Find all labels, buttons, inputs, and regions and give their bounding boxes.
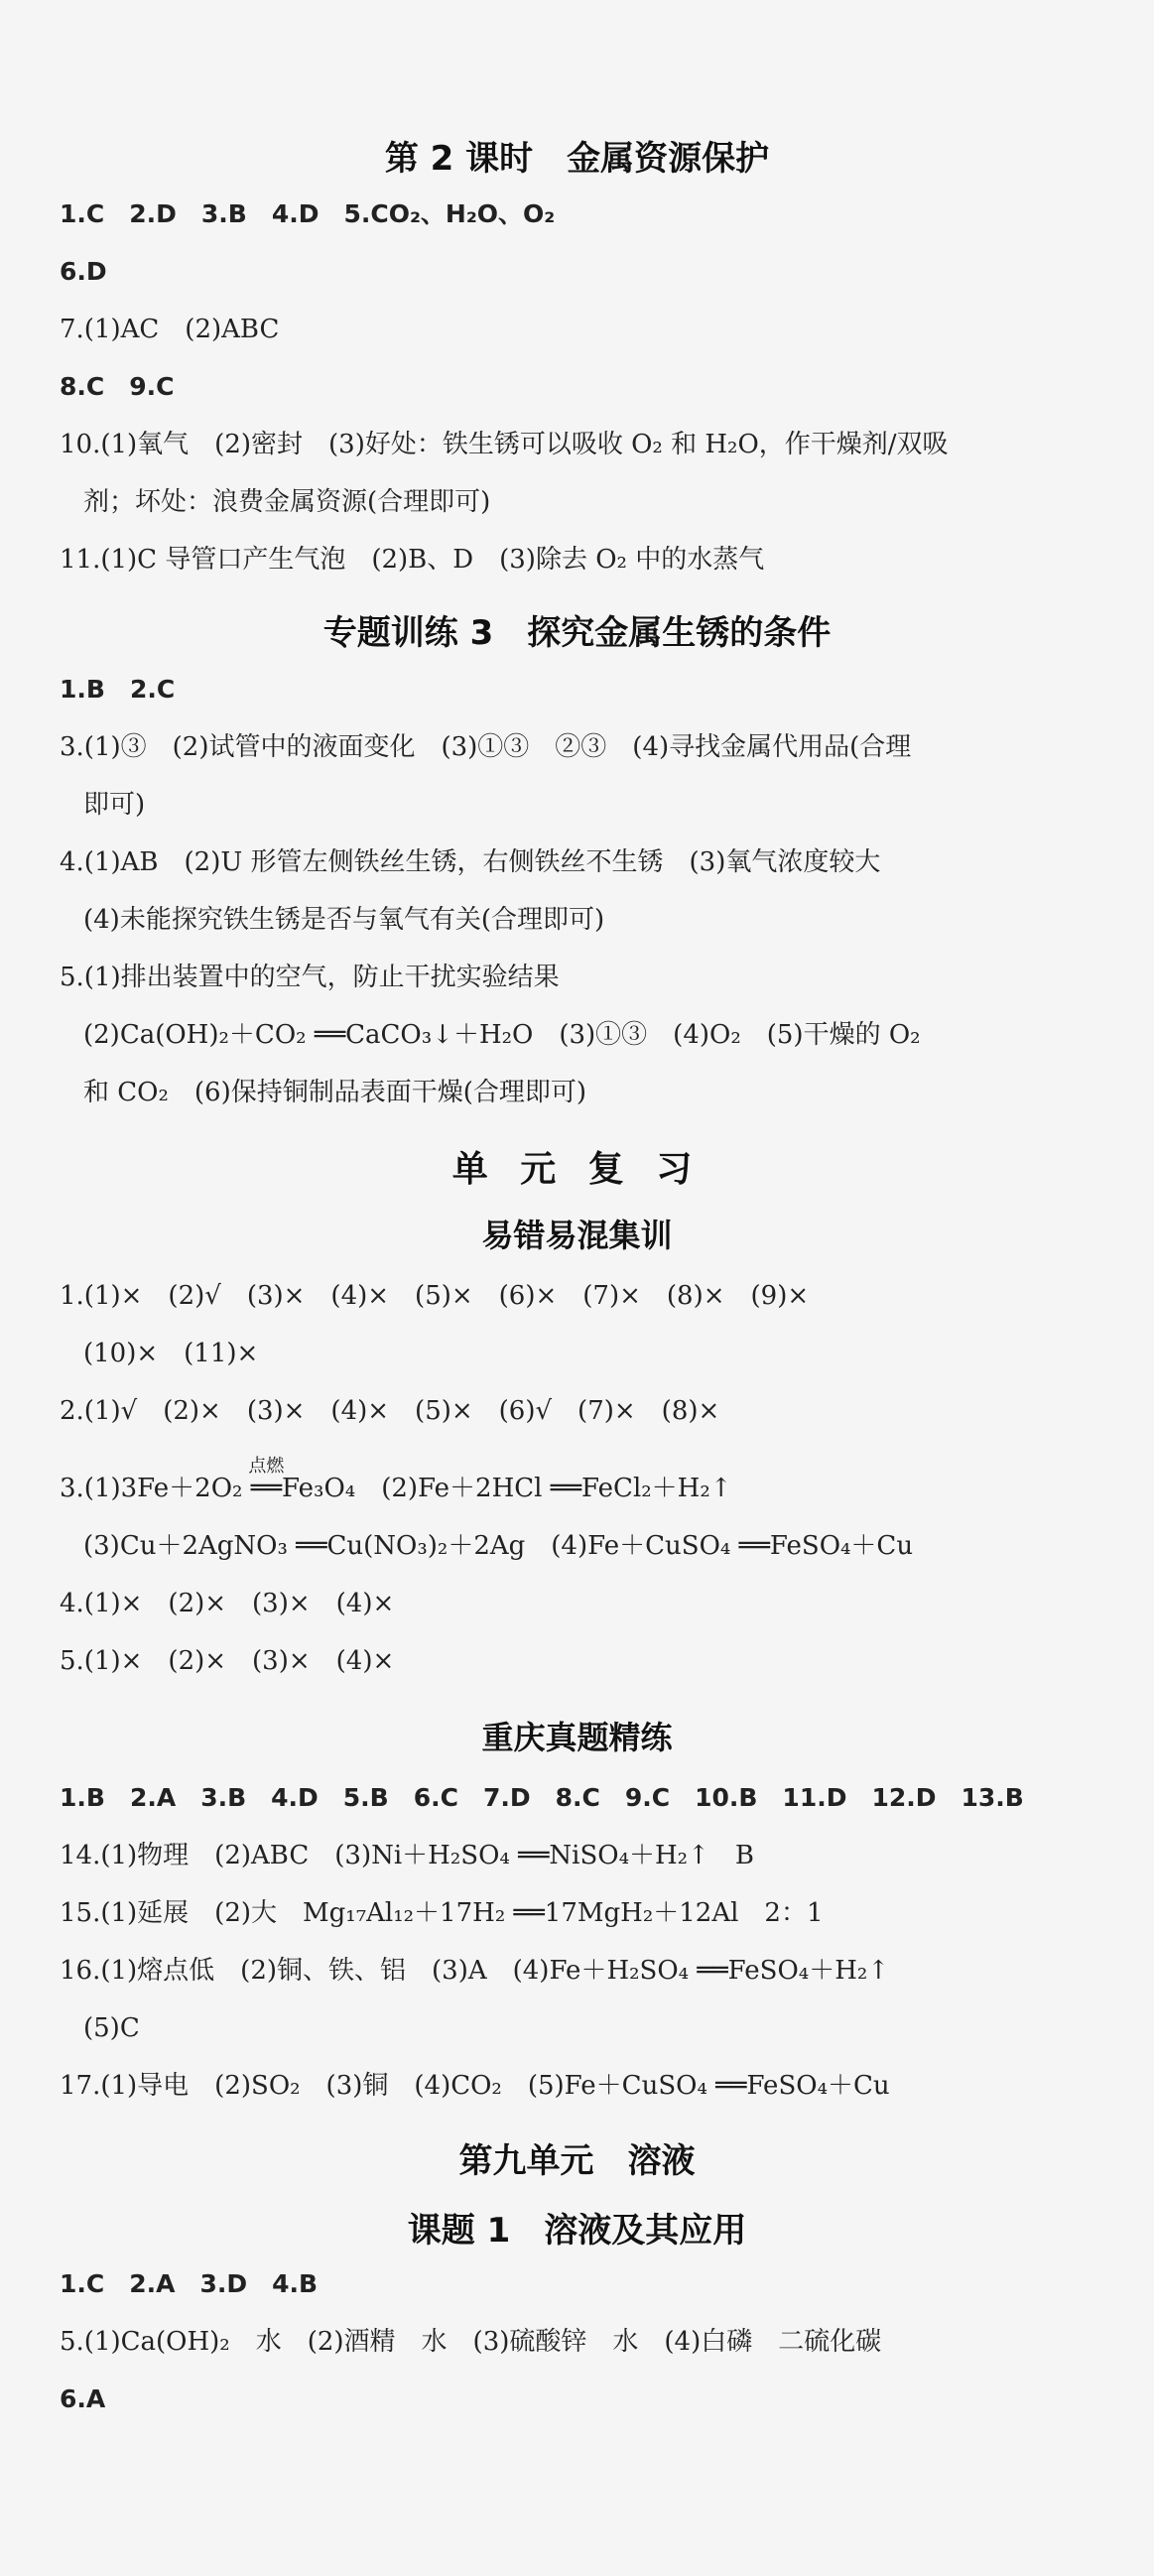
answer-line-7: 7.(1)AC (2)ABC xyxy=(60,315,280,344)
reaction-equals: ══ xyxy=(250,1474,283,1503)
answer-line-u9-1: 1.C 2.A 3.D 4.B xyxy=(60,2269,319,2298)
answer-line-r2: 2.(1)√ (2)× (3)× (4)× (5)× (6)√ (7)× (8)× xyxy=(60,1396,720,1426)
answer-line-r3-cont: (3)Cu＋2AgNO₃ ══Cu(NO₃)₂＋2Ag (4)Fe＋CuSO₄ ══FeSO₄＋Cu xyxy=(83,1531,914,1561)
section-title-unit-review: 单 元 复 习 xyxy=(451,1149,703,1190)
subsection-title-error-training: 易错易混集训 xyxy=(481,1217,673,1254)
answer-line-u9-6: 6.A xyxy=(60,2384,106,2413)
answer-line-1: 1.C 2.D 3.B 4.D 5.CO₂、H₂O、O₂ xyxy=(60,199,556,228)
answer-line-cq-16: 16.(1)熔点低 (2)铜、铁、铝 (3)A (4)Fe＋H₂SO₄ ══FeSO₄＋H₂↑ xyxy=(60,1956,890,1986)
answer-line-r1: 1.(1)× (2)√ (3)× (4)× (5)× (6)× (7)× (8)× (9)× xyxy=(60,1281,810,1311)
answer-line-s2-4: 4.(1)AB (2)U 形管左侧铁丝生锈，右侧铁丝不生锈 (3)氧气浓度较大 xyxy=(60,847,881,877)
answer-line-8-9: 8.C 9.C xyxy=(60,372,175,401)
subsection-title-chongqing-exam: 重庆真题精练 xyxy=(481,1719,673,1756)
answer-line-6: 6.D xyxy=(60,257,107,286)
answer-line-s2-5: 5.(1)排出装置中的空气，防止干扰实验结果 xyxy=(60,963,560,992)
answer-line-cq-14: 14.(1)物理 (2)ABC (3)Ni＋H₂SO₄ ══NiSO₄＋H₂↑ B xyxy=(60,1841,754,1870)
answer-line-10-cont: 剂；坏处：浪费金属资源(合理即可) xyxy=(83,487,491,517)
answer-line-r3 xyxy=(60,1456,732,1508)
section-title-unit-9-solution: 第九单元 溶液 xyxy=(458,2141,696,2181)
answer-line-r4: 4.(1)× (2)× (3)× (4)× xyxy=(60,1589,395,1618)
answer-line-s2-5-cont: 和 CO₂ (6)保持铜制品表面干燥(合理即可) xyxy=(83,1078,587,1107)
answer-line-s2-3-cont: 即可) xyxy=(83,790,146,820)
reaction-arrow-with-condition xyxy=(248,1456,285,1508)
section-title-rust-conditions: 专题训练 3 探究金属生锈的条件 xyxy=(322,613,832,653)
answer-line-cq-17: 17.(1)导电 (2)SO₂ (3)铜 (4)CO₂ (5)Fe＋CuSO₄ ══FeSO₄＋Cu xyxy=(60,2071,890,2101)
section-title-metal-resource-protection: 第 2 课时 金属资源保护 xyxy=(384,139,770,179)
equation-start: 3.(1)3Fe＋2O₂ xyxy=(60,1474,251,1503)
answer-line-s2-3: 3.(1)③ (2)试管中的液面变化 (3)①③ ②③ (4)寻找金属代用品(合理 xyxy=(60,732,912,762)
answer-line-cq-15: 15.(1)延展 (2)大 Mg₁₇Al₁₂＋17H₂ ══17MgH₂＋12Al 2：1 xyxy=(60,1898,824,1928)
answer-line-10: 10.(1)氧气 (2)密封 (3)好处：铁生锈可以吸收 O₂ 和 H₂O，作干燥剂/双吸 xyxy=(60,430,949,459)
answer-line-s2-1: 1.B 2.C xyxy=(60,675,176,704)
answer-line-s2-4-cont: (4)未能探究铁生锈是否与氧气有关(合理即可) xyxy=(83,905,605,935)
equation-rest: Fe₃O₄ (2)Fe＋2HCl ══FeCl₂＋H₂↑ xyxy=(282,1474,732,1503)
answer-line-r1-cont: (10)× (11)× xyxy=(83,1339,259,1368)
answer-line-s2-5-eq: (2)Ca(OH)₂＋CO₂ ══CaCO₃↓＋H₂O (3)①③ (4)O₂ (5)干燥的 O₂ xyxy=(83,1020,921,1050)
reaction-condition: 点燃 xyxy=(248,1456,285,1477)
answer-line-cq-16-cont: (5)C xyxy=(83,2013,140,2043)
answer-line-r5: 5.(1)× (2)× (3)× (4)× xyxy=(60,1646,395,1676)
answer-line-11: 11.(1)C 导管口产生气泡 (2)B、D (3)除去 O₂ 中的水蒸气 xyxy=(60,545,765,575)
answer-line-cq-1-13: 1.B 2.A 3.B 4.D 5.B 6.C 7.D 8.C 9.C 10.B 11.D 12.D 13.B xyxy=(60,1783,1024,1812)
subsection-title-lesson-1: 课题 1 溶液及其应用 xyxy=(407,2211,747,2251)
answer-line-u9-5: 5.(1)Ca(OH)₂ 水 (2)酒精 水 (3)硫酸锌 水 (4)白磷 二硫化碳 xyxy=(60,2327,882,2357)
